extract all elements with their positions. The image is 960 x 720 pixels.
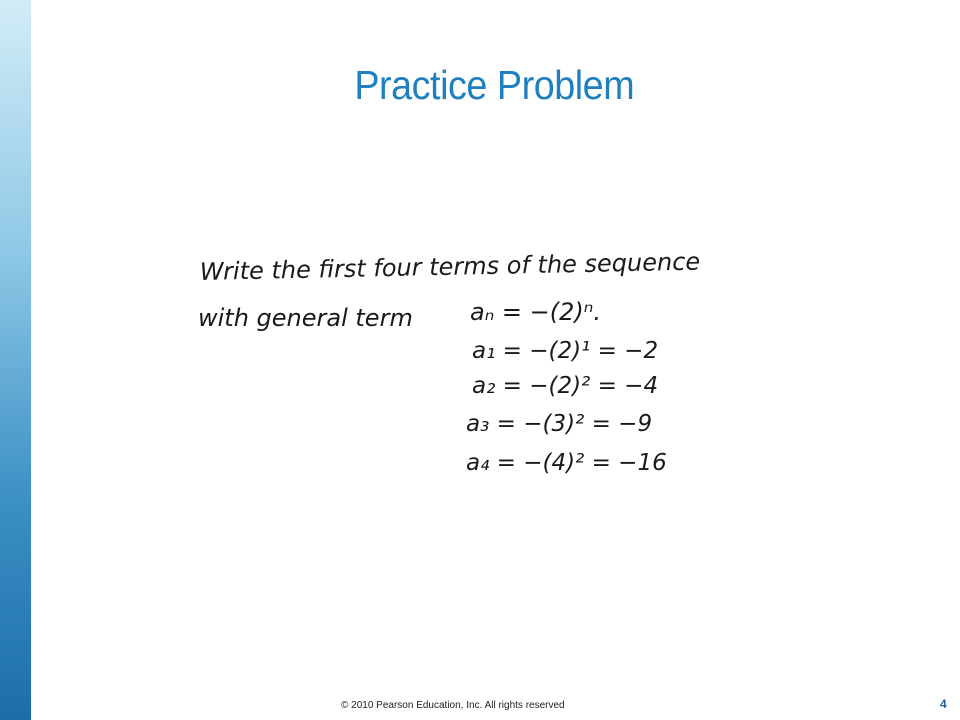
step-1: a₁ = −(2)¹ = −2: [472, 338, 659, 364]
left-accent-bar: [0, 0, 31, 720]
step-3: a₃ = −(3)² = −9: [466, 411, 653, 437]
slide-title: Practice Problem: [354, 62, 635, 108]
step-2: a₂ = −(2)² = −4: [472, 373, 659, 399]
problem-line-2: with general term: [198, 304, 413, 332]
footer-copyright: © 2010 Pearson Education, Inc. All rights reserved: [341, 700, 565, 711]
general-term: aₙ = −(2)ⁿ.: [470, 298, 601, 326]
step-4: a₄ = −(4)² = −16: [466, 450, 667, 476]
page-number: 4: [940, 697, 947, 711]
handwritten-problem: [190, 238, 750, 488]
problem-line-1: Write the first four terms of the sequence: [199, 247, 701, 286]
